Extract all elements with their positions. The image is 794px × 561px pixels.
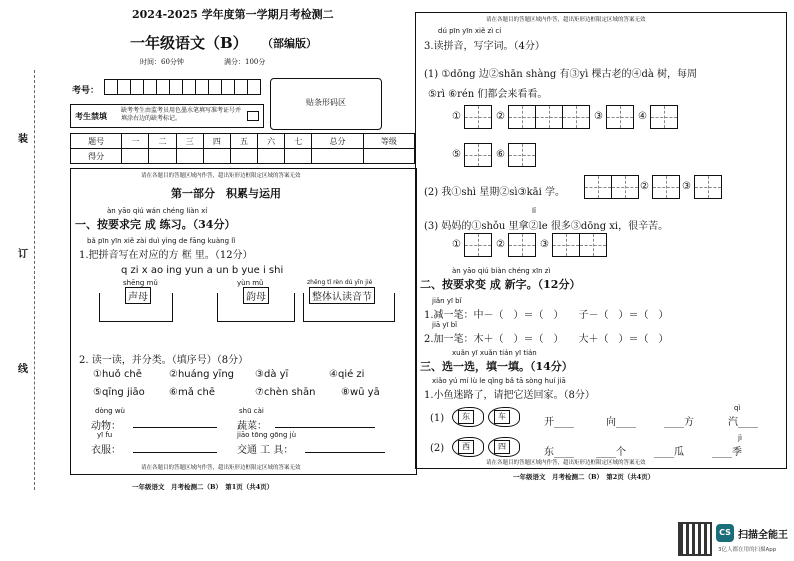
writing-grid[interactable] xyxy=(464,105,492,129)
row1-item[interactable]: 向____ xyxy=(606,417,636,428)
score-row-label: 得分 xyxy=(71,149,122,164)
row1-item[interactable]: 开____ xyxy=(544,417,574,428)
qr-code xyxy=(678,522,712,556)
writing-grid[interactable] xyxy=(611,175,639,199)
score-table xyxy=(70,133,415,164)
section2-pinyin: àn yāo qiú biàn chéng xīn zì xyxy=(452,267,551,275)
writing-grid[interactable] xyxy=(584,175,612,199)
writing-grid[interactable] xyxy=(562,105,590,129)
s1-grid-label: ④ xyxy=(638,111,647,122)
q3-pinyin: dú pīn yīn xiě zì cí xyxy=(438,27,502,35)
score-header: 六 xyxy=(258,134,285,149)
row1-label: (1) xyxy=(430,413,445,424)
box-label: 声母 xyxy=(125,287,151,304)
s1-line2: ⑤rì ⑥rén 们都会来看看。 xyxy=(428,89,548,100)
absent-note: 缺考考生由监考员用色墨水笔填写准考证号并填涂右边的缺考标记。 xyxy=(121,107,242,122)
score-header: 四 xyxy=(203,134,230,149)
absent-label: 考生禁填 xyxy=(75,111,107,121)
row2-item[interactable]: 东____ xyxy=(544,447,574,458)
side-mark-xian: 线 xyxy=(18,364,28,375)
footer-page2: 一年级语文 月考检测二（B） 第2页（共4页） xyxy=(513,473,655,481)
subject-title: 一年级语文（B） xyxy=(130,34,248,52)
q2-option: ①huǒ chē xyxy=(93,369,142,380)
s3-grid-label: ② xyxy=(496,239,505,250)
answer-line[interactable] xyxy=(133,427,217,428)
cat-vegetable: 蔬菜： xyxy=(237,421,267,432)
score-header: 五 xyxy=(230,134,257,149)
s3-line: (3) 妈妈的①shǒu 里拿②le 很多③dōng xi，很辛苦。 xyxy=(424,221,669,232)
answer-line[interactable] xyxy=(305,452,385,453)
jian-pinyin: jiǎn yī bǐ xyxy=(432,297,462,305)
scanner-logo-icon xyxy=(716,524,734,542)
time-label: 时间：60分钟 xyxy=(140,58,184,66)
box-label: 韵母 xyxy=(243,287,269,304)
jia-text: 2.加一笔：木＋（ ）＝（ ） 大＋（ ）＝（ ） xyxy=(424,334,669,345)
q1-items: q zi x ao ing yun a un b yue i shi xyxy=(121,265,284,276)
s3-pinyin: lǐ xyxy=(532,207,536,215)
writing-grid[interactable] xyxy=(508,233,536,257)
scanner-brand: 扫描全能王 xyxy=(738,530,788,541)
barcode-label: 贴条形码区 xyxy=(306,98,346,107)
answer-notice: 请在各题目的答题区域内作答，超出矩形边框限定区域的答案无效 xyxy=(486,17,646,23)
exam-no-boxes xyxy=(104,79,261,95)
cat-clothes: 衣服： xyxy=(91,445,121,456)
cat-pinyin: shū cài xyxy=(239,407,264,415)
exam-no-label: 考号： xyxy=(72,86,100,96)
binding-line xyxy=(34,70,35,490)
score-header: 总分 xyxy=(312,134,363,149)
q2-option: ⑧wū yā xyxy=(341,387,380,398)
box-shengmu xyxy=(99,279,173,323)
side-mark-ding: 订 xyxy=(18,249,28,260)
score-total-label: 满分：100分 xyxy=(224,58,266,66)
answer-notice-bottom: 请在各题目的答题区域内作答，超出矩形边框限定区域的答案无效 xyxy=(141,465,301,471)
answer-notice: 请在各题目的答题区域内作答，超出矩形边框限定区域的答案无效 xyxy=(141,173,301,179)
writing-grid[interactable] xyxy=(650,105,678,129)
section1-title: 一、按要求完 成 练习。（34分） xyxy=(75,218,236,231)
writing-grid[interactable] xyxy=(579,233,607,257)
row2-item[interactable]: ____个 xyxy=(596,447,626,458)
section1-pinyin: àn yāo qiú wán chéng liàn xí xyxy=(107,207,208,215)
cat-pinyin: yī fu xyxy=(97,431,113,439)
writing-grid[interactable] xyxy=(694,175,722,199)
side-mark-zhuang: 装 xyxy=(18,134,28,145)
score-header: 三 xyxy=(176,134,203,149)
part-title: 第一部分 积累与运用 xyxy=(171,187,281,200)
q2-option: ②huáng yīng xyxy=(169,369,235,380)
writing-grid[interactable] xyxy=(464,233,492,257)
row2-item[interactable]: ____季 xyxy=(712,447,742,458)
s1-grid-label: ② xyxy=(496,111,505,122)
absent-mark[interactable] xyxy=(247,111,259,121)
score-header: 一 xyxy=(122,134,149,149)
q31-text: 1.小鱼迷路了，请把它送回家。（8分） xyxy=(424,390,595,401)
writing-grid[interactable] xyxy=(606,105,634,129)
page-2 xyxy=(403,0,788,500)
s2-line: (2) 我①shì 星期②sì③kāi 学。 xyxy=(424,187,565,198)
q2-text: 2. 读一读，并分类。（填序号）（8分） xyxy=(79,355,249,366)
s1-line1: (1) ①dōng 边②shān shàng 有③yì 棵古老的④dà 树，每周 xyxy=(424,69,698,80)
writing-grid[interactable] xyxy=(508,105,536,129)
writing-grid[interactable] xyxy=(464,143,492,167)
answer-notice-bottom: 请在各题目的答题区域内作答，超出矩形边框限定区域的答案无效 xyxy=(486,460,646,466)
box-pinyin: yùn mǔ xyxy=(237,279,264,287)
section2-title: 二、按要求变 成 新字。（12分） xyxy=(420,278,581,291)
jia-pinyin: jiā yī bǐ xyxy=(432,321,458,329)
scanner-sub: 3亿人都在用的扫描App xyxy=(718,547,777,553)
box-label: 整体认读音节 xyxy=(309,287,375,304)
row1-pinyin: qì xyxy=(734,404,741,412)
q3-text: 3.读拼音，写字词。（4分） xyxy=(424,41,545,52)
score-header: 等级 xyxy=(363,134,414,149)
section3-title: 三、选一选，填一填。（14分） xyxy=(420,360,573,373)
edition-label: （部编版） xyxy=(262,37,317,50)
cat-pinyin: jiāo tōng gōng jù xyxy=(237,431,297,439)
writing-grid[interactable] xyxy=(652,175,680,199)
s2-grid-label: ② xyxy=(640,181,649,192)
score-header: 二 xyxy=(149,134,176,149)
writing-grid[interactable] xyxy=(508,143,536,167)
q2-option: ③dà yī xyxy=(255,369,289,380)
absent-box xyxy=(70,104,264,128)
s3-grid-label: ③ xyxy=(540,239,549,250)
fish-char: 车 xyxy=(494,410,510,424)
box-zhengti xyxy=(303,279,395,323)
cat-pinyin: dòng wù xyxy=(95,407,125,415)
s3-grid-label: ① xyxy=(452,239,461,250)
q2-option: ⑥mǎ chē xyxy=(169,387,216,398)
cat-animal: 动物： xyxy=(91,421,121,432)
page-1 xyxy=(18,0,407,500)
row2-pinyin: jì xyxy=(738,434,742,442)
q1-text: 1.把拼音写在对应的方 框 里。（12分） xyxy=(79,250,253,261)
cat-transport: 交通 工 具： xyxy=(237,445,294,456)
writing-grid[interactable] xyxy=(552,233,580,257)
row2-label: (2) xyxy=(430,443,445,454)
answer-area-right xyxy=(415,12,787,469)
q2-option: ④qié zi xyxy=(329,369,365,380)
exam-title: 2024-2025 学年度第一学期月考检测二 xyxy=(132,8,334,21)
barcode-area xyxy=(270,78,382,130)
box-pinyin: zhěng tǐ rèn dú yīn jié xyxy=(307,279,373,286)
footer-page1: 一年级语文 月考检测二（B） 第1页（共4页） xyxy=(132,483,274,491)
box-pinyin: shēng mǔ xyxy=(123,279,158,287)
q1-pinyin: bǎ pīn yīn xiě zài duì yìng de fāng kuàng lǐ xyxy=(87,237,236,245)
writing-grid[interactable] xyxy=(535,105,563,129)
scanner-logo-text: CS xyxy=(719,528,731,537)
fish-char: 东 xyxy=(458,410,474,424)
row1-item[interactable]: ____方 xyxy=(664,417,694,428)
q2-option: ⑦chèn shān xyxy=(255,387,316,398)
row1-item[interactable]: 汽____ xyxy=(728,417,758,428)
section3-pinyin: xuǎn yī xuǎn tián yī tián xyxy=(452,349,537,357)
answer-area xyxy=(70,168,417,475)
s1-grid-label: ① xyxy=(452,111,461,122)
q31-pinyin: xiǎo yú mí lù le qǐng bǎ tā sòng huí jiā xyxy=(432,377,566,385)
s1-grid-label: ⑥ xyxy=(496,149,505,160)
fish-char: 四 xyxy=(494,440,510,454)
answer-line[interactable] xyxy=(275,427,375,428)
fish-char: 西 xyxy=(458,440,474,454)
score-header: 题号 xyxy=(71,134,122,149)
q2-option: ⑤qīng jiāo xyxy=(93,387,145,398)
row2-item[interactable]: ____瓜 xyxy=(654,447,684,458)
s1-grid-label: ⑤ xyxy=(452,149,461,160)
answer-line[interactable] xyxy=(133,452,217,453)
s1-grid-label: ③ xyxy=(594,111,603,122)
jian-text: 1.减一笔：中－（ ）＝（ ） 子－（ ）＝（ ） xyxy=(424,310,669,321)
box-yunmu xyxy=(217,279,295,323)
s2-grid-label: ③ xyxy=(682,181,691,192)
score-header: 七 xyxy=(285,134,312,149)
